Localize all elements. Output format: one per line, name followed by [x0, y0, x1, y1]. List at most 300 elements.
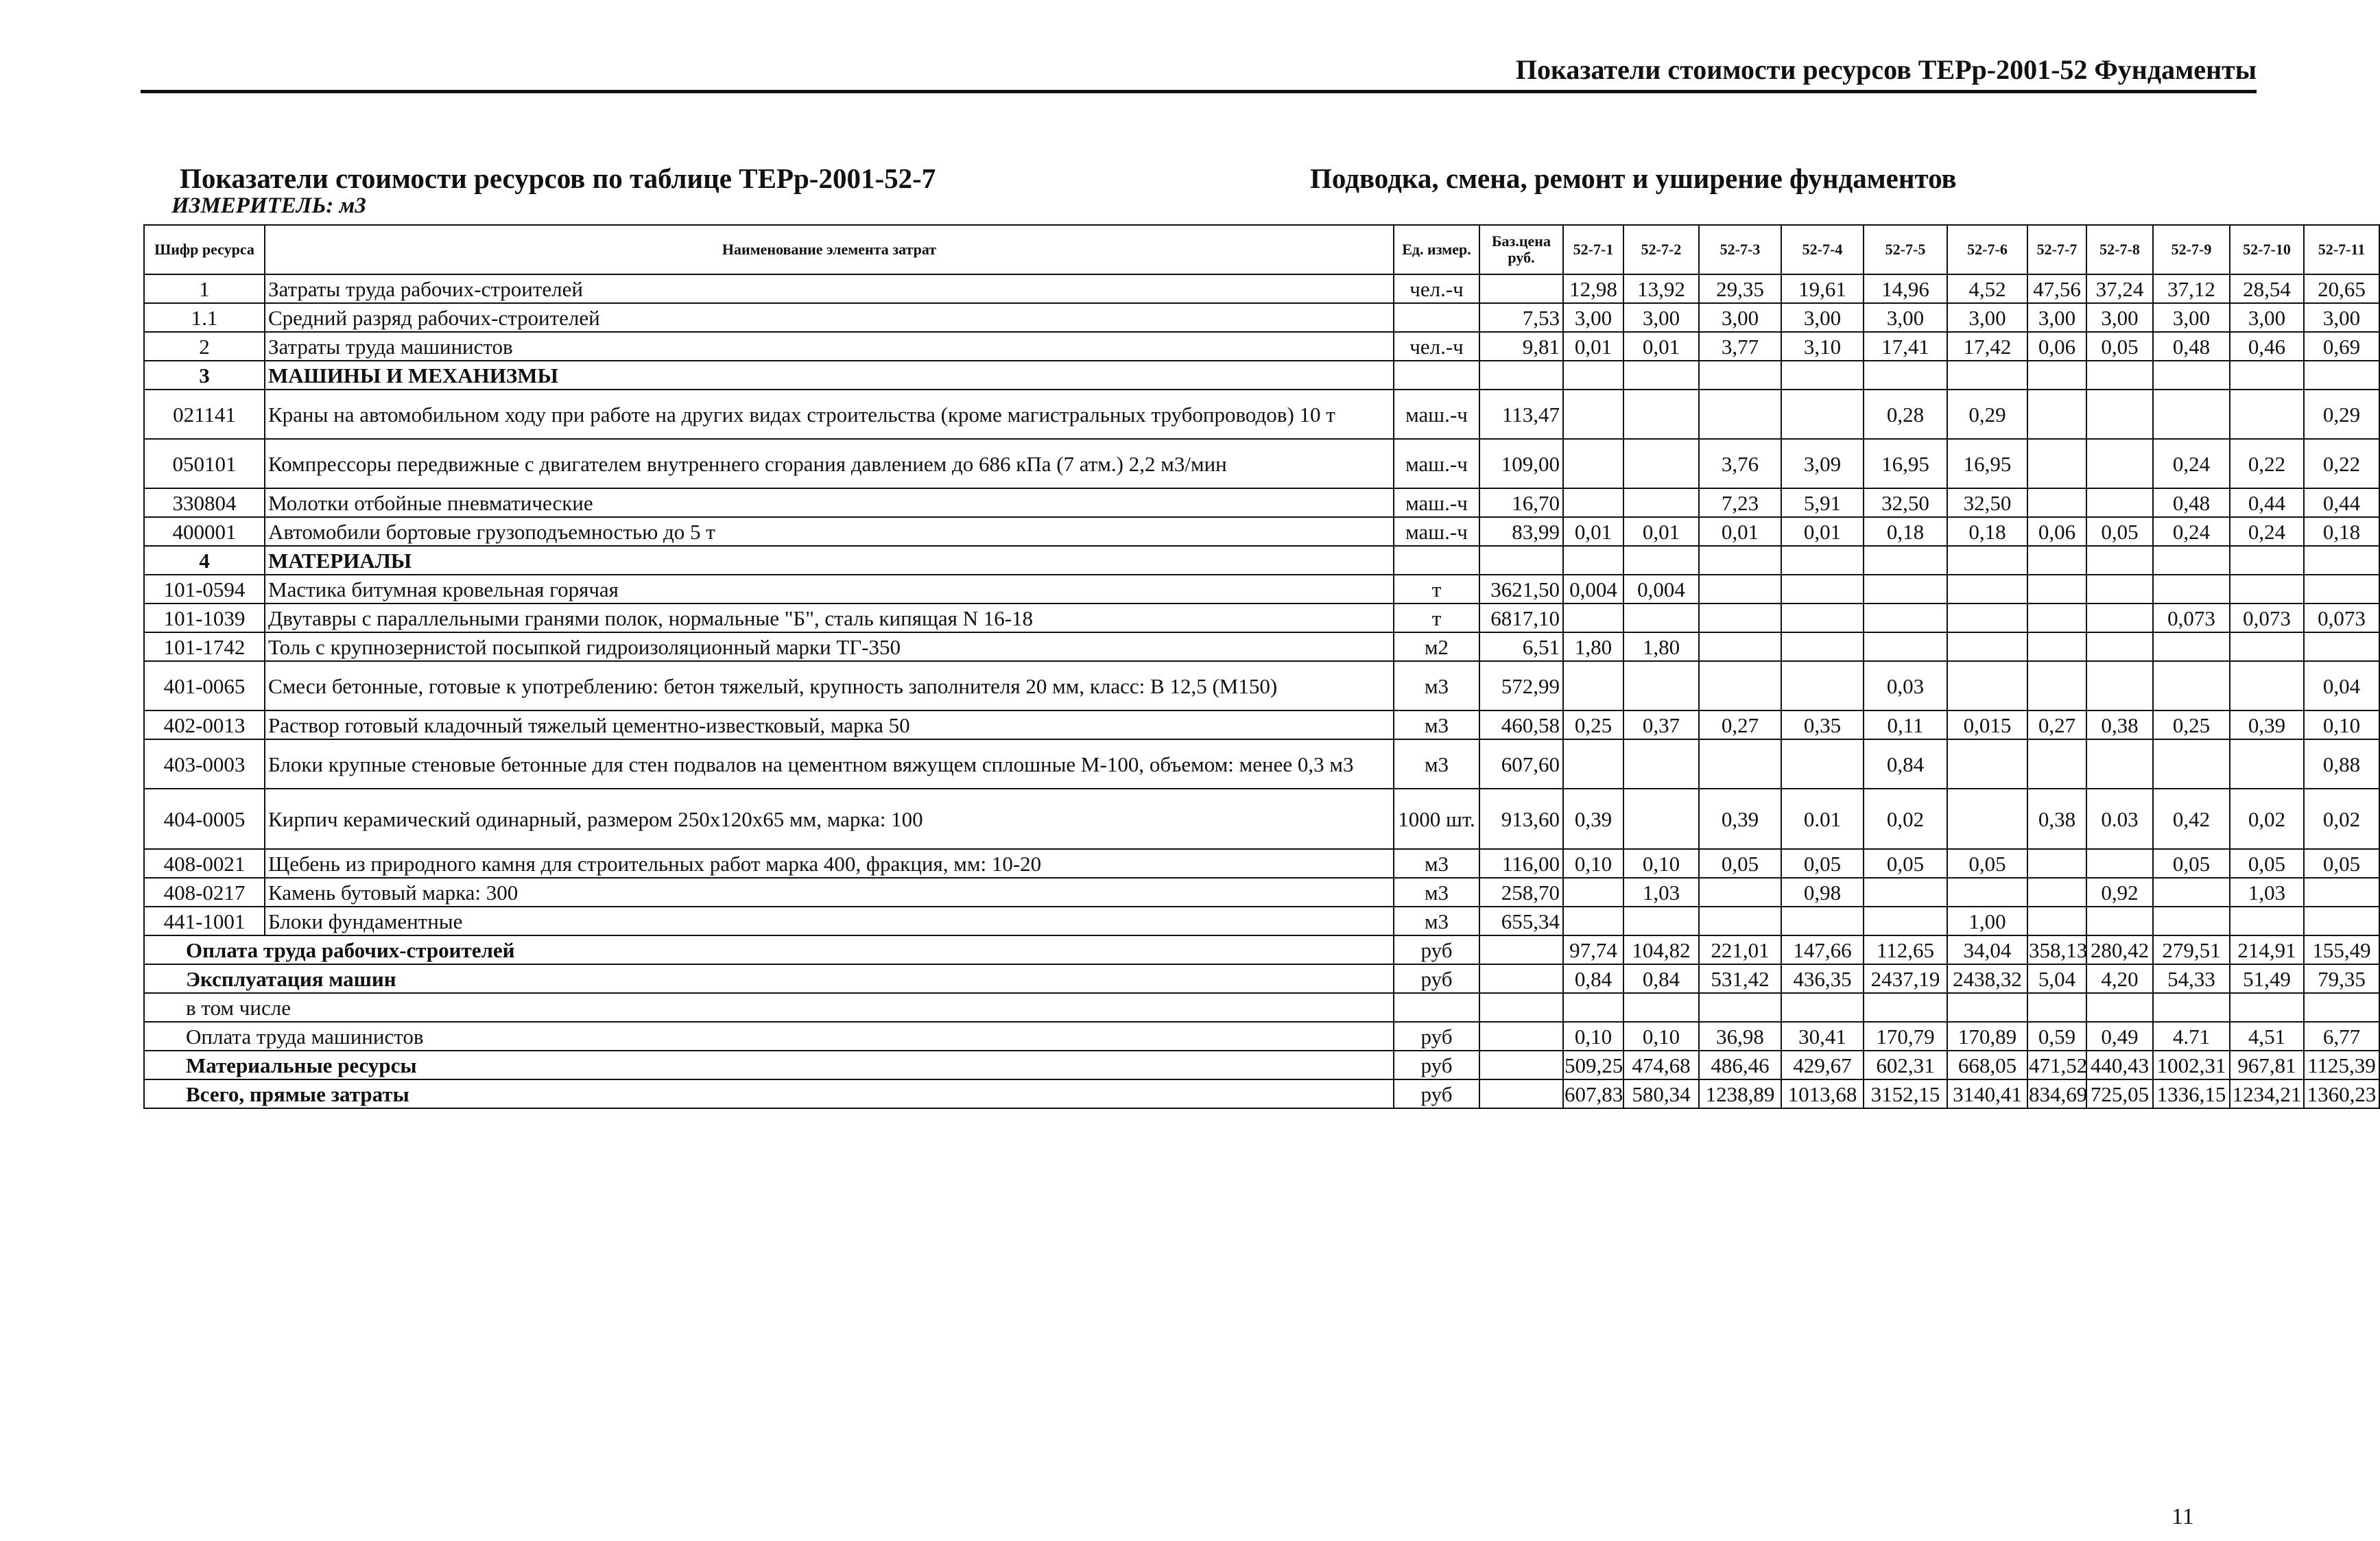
- cost-element-name-cell: Щебень из природного камня для строительных работ марка 400, фракция, мм: 10-20: [265, 849, 1394, 878]
- norm-value-cell: [1563, 604, 1623, 632]
- norm-value-cell: [1699, 604, 1781, 632]
- norm-value-cell: [2086, 604, 2153, 632]
- resource-code-cell: 408-0021: [144, 849, 265, 878]
- section-row: [144, 361, 2379, 390]
- norm-value-cell: [2304, 361, 2379, 390]
- summary-row: [144, 993, 2379, 1022]
- norm-value-cell: [2027, 546, 2086, 575]
- resource-code-cell: 408-0217: [144, 878, 265, 907]
- norm-value-cell: [1781, 575, 1864, 604]
- header-col-52-7-4: 52-7-4: [1781, 225, 1864, 274]
- summary-value-cell: 2437,19: [1864, 964, 1947, 993]
- norm-value-cell: [2027, 488, 2086, 517]
- norm-value-cell: 0,39: [1563, 789, 1623, 849]
- summary-row: [144, 935, 2379, 964]
- summary-unit-cell: руб: [1394, 935, 1479, 964]
- unit-cell: м2: [1394, 632, 1479, 661]
- resource-code-cell: 101-1039: [144, 604, 265, 632]
- unit-cell: маш.-ч: [1394, 488, 1479, 517]
- section-title-cell: МАШИНЫ И МЕХАНИЗМЫ: [265, 361, 1394, 390]
- norm-value-cell: 0,25: [2153, 710, 2230, 739]
- summary-value-cell: 30,41: [1781, 1022, 1864, 1051]
- summary-value-cell: [2086, 993, 2153, 1022]
- norm-value-cell: [2230, 575, 2304, 604]
- norm-value-cell: [2153, 546, 2230, 575]
- norm-value-cell: [2027, 878, 2086, 907]
- summary-value-cell: 358,13: [2027, 935, 2086, 964]
- norm-value-cell: [2304, 575, 2379, 604]
- norm-value-cell: 3,00: [2086, 303, 2153, 332]
- norm-value-cell: 16,95: [1947, 439, 2027, 488]
- summary-unit-cell: руб: [1394, 1079, 1479, 1108]
- norm-value-cell: [1781, 604, 1864, 632]
- norm-value-cell: [2086, 632, 2153, 661]
- base-price-cell: 655,34: [1479, 907, 1563, 935]
- summary-value-cell: [2153, 993, 2230, 1022]
- summary-value-cell: 104,82: [1623, 935, 1699, 964]
- resource-code-cell: 4: [144, 546, 265, 575]
- summary-value-cell: [2304, 993, 2379, 1022]
- norm-value-cell: 0,11: [1864, 710, 1947, 739]
- norm-value-cell: [2086, 439, 2153, 488]
- unit-cell: маш.-ч: [1394, 517, 1479, 546]
- summary-value-cell: 51,49: [2230, 964, 2304, 993]
- header-row: [144, 225, 2379, 274]
- resource-code-cell: 404-0005: [144, 789, 265, 849]
- base-price-cell: 6817,10: [1479, 604, 1563, 632]
- norm-value-cell: 0,35: [1781, 710, 1864, 739]
- norm-value-cell: 16,95: [1864, 439, 1947, 488]
- summary-value-cell: 668,05: [1947, 1051, 2027, 1079]
- norm-value-cell: 3,09: [1781, 439, 1864, 488]
- norm-value-cell: 3,00: [1947, 303, 2027, 332]
- norm-value-cell: 3,76: [1699, 439, 1781, 488]
- summary-value-cell: 3140,41: [1947, 1079, 2027, 1108]
- norm-value-cell: 0,27: [2027, 710, 2086, 739]
- summary-value-cell: [1947, 993, 2027, 1022]
- cost-element-name-cell: Камень бутовый марка: 300: [265, 878, 1394, 907]
- summary-value-cell: 214,91: [2230, 935, 2304, 964]
- table-row: [144, 439, 2379, 488]
- summary-value-cell: 97,74: [1563, 935, 1623, 964]
- norm-value-cell: 3,00: [1563, 303, 1623, 332]
- norm-value-cell: [1947, 575, 2027, 604]
- norm-value-cell: [1623, 661, 1699, 710]
- summary-value-cell: [1781, 993, 1864, 1022]
- norm-value-cell: 0,06: [2027, 517, 2086, 546]
- summary-price-cell: [1479, 1051, 1563, 1079]
- summary-value-cell: 0,10: [1563, 1022, 1623, 1051]
- norm-value-cell: [1699, 632, 1781, 661]
- header-name: Наименование элемента затрат: [265, 225, 1394, 274]
- unit-cell: м3: [1394, 661, 1479, 710]
- resource-code-cell: 1.1: [144, 303, 265, 332]
- resource-cost-table: [143, 224, 2380, 1109]
- norm-value-cell: 0,48: [2153, 332, 2230, 361]
- summary-value-cell: [2027, 993, 2086, 1022]
- resource-code-cell: 402-0013: [144, 710, 265, 739]
- norm-value-cell: [1864, 878, 1947, 907]
- unit-cell: т: [1394, 604, 1479, 632]
- norm-value-cell: 0,28: [1864, 390, 1947, 439]
- norm-value-cell: 17,41: [1864, 332, 1947, 361]
- unit-cell: [1394, 361, 1479, 390]
- cost-element-name-cell: Блоки фундаментные: [265, 907, 1394, 935]
- header-col-52-7-6: 52-7-6: [1947, 225, 2027, 274]
- summary-value-cell: 3152,15: [1864, 1079, 1947, 1108]
- norm-value-cell: [1947, 789, 2027, 849]
- section-row: [144, 546, 2379, 575]
- table-row: [144, 739, 2379, 789]
- running-header: Показатели стоимости ресурсов ТЕРр-2001-52 Фундаменты: [1515, 54, 2257, 85]
- table-row: [144, 575, 2379, 604]
- norm-value-cell: 0.03: [2086, 789, 2153, 849]
- base-price-cell: 16,70: [1479, 488, 1563, 517]
- norm-value-cell: [2027, 439, 2086, 488]
- norm-value-cell: 37,12: [2153, 274, 2230, 303]
- norm-value-cell: 14,96: [1864, 274, 1947, 303]
- norm-value-cell: [1781, 361, 1864, 390]
- base-price-cell: 7,53: [1479, 303, 1563, 332]
- header-col-52-7-5: 52-7-5: [1864, 225, 1947, 274]
- norm-value-cell: [2153, 632, 2230, 661]
- summary-value-cell: 0,84: [1623, 964, 1699, 993]
- summary-price-cell: [1479, 935, 1563, 964]
- norm-value-cell: [1947, 661, 2027, 710]
- summary-value-cell: [1699, 993, 1781, 1022]
- unit-cell: чел.-ч: [1394, 332, 1479, 361]
- norm-value-cell: [1781, 390, 1864, 439]
- norm-value-cell: 0,01: [1623, 332, 1699, 361]
- base-price-cell: 258,70: [1479, 878, 1563, 907]
- norm-value-cell: 1,03: [2230, 878, 2304, 907]
- norm-value-cell: [2086, 488, 2153, 517]
- norm-value-cell: [2027, 361, 2086, 390]
- unit-cell: [1394, 303, 1479, 332]
- header-col-52-7-11: 52-7-11: [2304, 225, 2379, 274]
- norm-value-cell: 1,00: [1947, 907, 2027, 935]
- norm-value-cell: 0,073: [2230, 604, 2304, 632]
- norm-value-cell: [2304, 546, 2379, 575]
- base-price-cell: 109,00: [1479, 439, 1563, 488]
- table-row: [144, 632, 2379, 661]
- cost-element-name-cell: Блоки крупные стеновые бетонные для стен подвалов на цементном вяжущем сплошные М-100, объемом: менее 0,3 м3: [265, 739, 1394, 789]
- norm-value-cell: 0,10: [2304, 710, 2379, 739]
- summary-price-cell: [1479, 964, 1563, 993]
- norm-value-cell: [2230, 390, 2304, 439]
- norm-value-cell: 0,18: [1947, 517, 2027, 546]
- norm-value-cell: [1781, 632, 1864, 661]
- norm-value-cell: 29,35: [1699, 274, 1781, 303]
- summary-value-cell: 112,65: [1864, 935, 1947, 964]
- norm-value-cell: 47,56: [2027, 274, 2086, 303]
- norm-value-cell: [1563, 661, 1623, 710]
- norm-value-cell: 0,44: [2230, 488, 2304, 517]
- norm-value-cell: [2230, 739, 2304, 789]
- table-body: [144, 274, 2379, 1108]
- summary-value-cell: [1623, 993, 1699, 1022]
- norm-value-cell: 20,65: [2304, 274, 2379, 303]
- resource-cost-table-wrapper: [143, 224, 2377, 1109]
- norm-value-cell: [1864, 604, 1947, 632]
- summary-value-cell: 34,04: [1947, 935, 2027, 964]
- norm-value-cell: [1864, 546, 1947, 575]
- summary-value-cell: 1234,21: [2230, 1079, 2304, 1108]
- summary-value-cell: 471,52: [2027, 1051, 2086, 1079]
- norm-value-cell: 0,24: [2153, 517, 2230, 546]
- unit-cell: чел.-ч: [1394, 274, 1479, 303]
- table-header: [144, 225, 2379, 274]
- header-col-52-7-8: 52-7-8: [2086, 225, 2153, 274]
- norm-value-cell: [2086, 739, 2153, 789]
- summary-value-cell: 1002,31: [2153, 1051, 2230, 1079]
- norm-value-cell: 3,00: [1781, 303, 1864, 332]
- resource-code-cell: 101-0594: [144, 575, 265, 604]
- summary-value-cell: 531,42: [1699, 964, 1781, 993]
- norm-value-cell: [2304, 878, 2379, 907]
- norm-value-cell: [1699, 575, 1781, 604]
- unit-cell: м3: [1394, 849, 1479, 878]
- norm-value-cell: 0,42: [2153, 789, 2230, 849]
- norm-value-cell: 0,01: [1563, 332, 1623, 361]
- summary-value-cell: 1238,89: [1699, 1079, 1781, 1108]
- summary-value-cell: 4,51: [2230, 1022, 2304, 1051]
- norm-value-cell: [2027, 739, 2086, 789]
- norm-value-cell: 0,69: [2304, 332, 2379, 361]
- table-row: [144, 710, 2379, 739]
- summary-row: [144, 1022, 2379, 1051]
- norm-value-cell: 0,24: [2230, 517, 2304, 546]
- norm-value-cell: [1563, 739, 1623, 789]
- table-subtitle: Подводка, смена, ремонт и уширение фундаментов: [1310, 163, 1957, 194]
- resource-code-cell: 101-1742: [144, 632, 265, 661]
- norm-value-cell: [1947, 878, 2027, 907]
- table-row: [144, 661, 2379, 710]
- summary-value-cell: [2230, 993, 2304, 1022]
- norm-value-cell: [1623, 439, 1699, 488]
- norm-value-cell: 1,03: [1623, 878, 1699, 907]
- norm-value-cell: [2230, 361, 2304, 390]
- cost-element-name-cell: Компрессоры передвижные с двигателем внутреннего сгорания давлением до 686 кПа (7 атм.) 2,2 м3/мин: [265, 439, 1394, 488]
- norm-value-cell: 0,24: [2153, 439, 2230, 488]
- summary-label-cell: Оплата труда рабочих-строителей: [144, 935, 1394, 964]
- summary-price-cell: [1479, 1079, 1563, 1108]
- norm-value-cell: [2230, 661, 2304, 710]
- norm-value-cell: [1781, 907, 1864, 935]
- unit-cell: маш.-ч: [1394, 439, 1479, 488]
- norm-value-cell: [1699, 546, 1781, 575]
- norm-value-cell: 0,01: [1699, 517, 1781, 546]
- unit-cell: м3: [1394, 710, 1479, 739]
- norm-value-cell: [1699, 878, 1781, 907]
- norm-value-cell: [1563, 488, 1623, 517]
- norm-value-cell: 32,50: [1947, 488, 2027, 517]
- norm-value-cell: 0,39: [1699, 789, 1781, 849]
- header-price: Баз.цена руб.: [1479, 225, 1563, 274]
- norm-value-cell: 0,10: [1623, 849, 1699, 878]
- summary-value-cell: 1125,39: [2304, 1051, 2379, 1079]
- norm-value-cell: 0,02: [2304, 789, 2379, 849]
- norm-value-cell: [1563, 907, 1623, 935]
- resource-code-cell: 400001: [144, 517, 265, 546]
- norm-value-cell: [1699, 739, 1781, 789]
- summary-unit-cell: [1394, 993, 1479, 1022]
- summary-value-cell: 221,01: [1699, 935, 1781, 964]
- norm-value-cell: 0.01: [1781, 789, 1864, 849]
- resource-code-cell: 1: [144, 274, 265, 303]
- unit-cell: м3: [1394, 739, 1479, 789]
- summary-value-cell: [1864, 993, 1947, 1022]
- resource-code-cell: 330804: [144, 488, 265, 517]
- cost-element-name-cell: Средний разряд рабочих-строителей: [265, 303, 1394, 332]
- summary-value-cell: 1013,68: [1781, 1079, 1864, 1108]
- summary-value-cell: 602,31: [1864, 1051, 1947, 1079]
- header-col-52-7-3: 52-7-3: [1699, 225, 1781, 274]
- norm-value-cell: 0,44: [2304, 488, 2379, 517]
- norm-value-cell: [2086, 390, 2153, 439]
- base-price-cell: [1479, 361, 1563, 390]
- norm-value-cell: 28,54: [2230, 274, 2304, 303]
- table-row: [144, 604, 2379, 632]
- summary-price-cell: [1479, 993, 1563, 1022]
- header-col-52-7-2: 52-7-2: [1623, 225, 1699, 274]
- norm-value-cell: [1563, 878, 1623, 907]
- norm-value-cell: [1699, 907, 1781, 935]
- norm-value-cell: 4,52: [1947, 274, 2027, 303]
- norm-value-cell: 0,92: [2086, 878, 2153, 907]
- unit-cell: м3: [1394, 878, 1479, 907]
- summary-unit-cell: руб: [1394, 964, 1479, 993]
- header-unit: Ед. измер.: [1394, 225, 1479, 274]
- norm-value-cell: [1623, 546, 1699, 575]
- norm-value-cell: [1781, 546, 1864, 575]
- measure-unit-line: ИЗМЕРИТЕЛЬ: м3: [171, 193, 366, 218]
- header-col-52-7-10: 52-7-10: [2230, 225, 2304, 274]
- norm-value-cell: [2153, 575, 2230, 604]
- summary-row: [144, 1051, 2379, 1079]
- table-row: [144, 907, 2379, 935]
- summary-value-cell: 155,49: [2304, 935, 2379, 964]
- summary-value-cell: 440,43: [2086, 1051, 2153, 1079]
- norm-value-cell: 0,39: [2230, 710, 2304, 739]
- table-row: [144, 517, 2379, 546]
- norm-value-cell: 0,01: [1623, 517, 1699, 546]
- cost-element-name-cell: Затраты труда машинистов: [265, 332, 1394, 361]
- norm-value-cell: 0,18: [1864, 517, 1947, 546]
- base-price-cell: [1479, 274, 1563, 303]
- header-col-52-7-1: 52-7-1: [1563, 225, 1623, 274]
- norm-value-cell: [2086, 849, 2153, 878]
- norm-value-cell: 0,004: [1623, 575, 1699, 604]
- cost-element-name-cell: Затраты труда рабочих-строителей: [265, 274, 1394, 303]
- norm-value-cell: 0,22: [2304, 439, 2379, 488]
- base-price-cell: 607,60: [1479, 739, 1563, 789]
- table-row: [144, 390, 2379, 439]
- summary-value-cell: 1336,15: [2153, 1079, 2230, 1108]
- summary-value-cell: 0,59: [2027, 1022, 2086, 1051]
- norm-value-cell: [2153, 661, 2230, 710]
- table-row: [144, 789, 2379, 849]
- norm-value-cell: 0,01: [1563, 517, 1623, 546]
- norm-value-cell: 0,02: [1864, 789, 1947, 849]
- norm-value-cell: [2153, 390, 2230, 439]
- norm-value-cell: 37,24: [2086, 274, 2153, 303]
- norm-value-cell: [1699, 361, 1781, 390]
- norm-value-cell: 0,22: [2230, 439, 2304, 488]
- norm-value-cell: 5,91: [1781, 488, 1864, 517]
- table-title: Показатели стоимости ресурсов по таблице ТЕРр-2001-52-7: [180, 163, 936, 194]
- norm-value-cell: [1623, 789, 1699, 849]
- norm-value-cell: [2304, 907, 2379, 935]
- norm-value-cell: [2027, 390, 2086, 439]
- norm-value-cell: 0,84: [1864, 739, 1947, 789]
- norm-value-cell: 7,23: [1699, 488, 1781, 517]
- norm-value-cell: [1563, 439, 1623, 488]
- norm-value-cell: 0,073: [2153, 604, 2230, 632]
- summary-value-cell: 2438,32: [1947, 964, 2027, 993]
- summary-value-cell: 54,33: [2153, 964, 2230, 993]
- norm-value-cell: [2086, 661, 2153, 710]
- norm-value-cell: [2086, 361, 2153, 390]
- norm-value-cell: 0,29: [1947, 390, 2027, 439]
- norm-value-cell: [1864, 575, 1947, 604]
- norm-value-cell: [2153, 739, 2230, 789]
- norm-value-cell: 0,05: [1781, 849, 1864, 878]
- norm-value-cell: [2230, 632, 2304, 661]
- norm-value-cell: 0,48: [2153, 488, 2230, 517]
- summary-unit-cell: руб: [1394, 1022, 1479, 1051]
- summary-value-cell: 0,84: [1563, 964, 1623, 993]
- header-code: Шифр ресурса: [144, 225, 265, 274]
- summary-value-cell: 725,05: [2086, 1079, 2153, 1108]
- norm-value-cell: 0,29: [2304, 390, 2379, 439]
- norm-value-cell: [1563, 390, 1623, 439]
- norm-value-cell: 0,05: [1947, 849, 2027, 878]
- summary-value-cell: 474,68: [1623, 1051, 1699, 1079]
- norm-value-cell: [1623, 739, 1699, 789]
- norm-value-cell: 0,06: [2027, 332, 2086, 361]
- norm-value-cell: [1623, 361, 1699, 390]
- norm-value-cell: [1563, 546, 1623, 575]
- header-rule: [141, 90, 2257, 93]
- norm-value-cell: [1623, 604, 1699, 632]
- base-price-cell: 116,00: [1479, 849, 1563, 878]
- summary-label-cell: в том числе: [144, 993, 1394, 1022]
- summary-value-cell: 607,83: [1563, 1079, 1623, 1108]
- norm-value-cell: 0,37: [1623, 710, 1699, 739]
- norm-value-cell: 12,98: [1563, 274, 1623, 303]
- norm-value-cell: [1699, 661, 1781, 710]
- norm-value-cell: 17,42: [1947, 332, 2027, 361]
- summary-label-cell: Эксплуатация машин: [144, 964, 1394, 993]
- norm-value-cell: [1864, 361, 1947, 390]
- norm-value-cell: 0,18: [2304, 517, 2379, 546]
- summary-value-cell: 580,34: [1623, 1079, 1699, 1108]
- summary-value-cell: 79,35: [2304, 964, 2379, 993]
- base-price-cell: 9,81: [1479, 332, 1563, 361]
- norm-value-cell: [2027, 907, 2086, 935]
- norm-value-cell: [2230, 546, 2304, 575]
- cost-element-name-cell: Автомобили бортовые грузоподъемностью до 5 т: [265, 517, 1394, 546]
- norm-value-cell: 0,05: [2304, 849, 2379, 878]
- norm-value-cell: 13,92: [1623, 274, 1699, 303]
- base-price-cell: 3621,50: [1479, 575, 1563, 604]
- norm-value-cell: 0,38: [2027, 789, 2086, 849]
- norm-value-cell: [2304, 632, 2379, 661]
- norm-value-cell: 32,50: [1864, 488, 1947, 517]
- norm-value-cell: [1699, 390, 1781, 439]
- cost-element-name-cell: Кирпич керамический одинарный, размером 250х120х65 мм, марка: 100: [265, 789, 1394, 849]
